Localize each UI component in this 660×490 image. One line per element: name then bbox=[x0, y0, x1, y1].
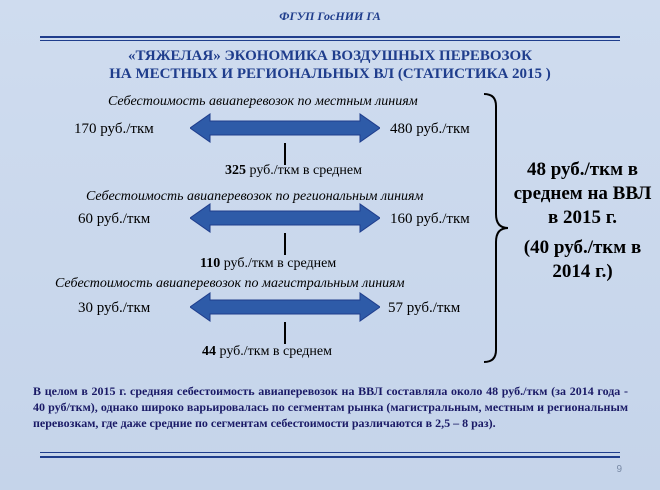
summary-paragraph: В целом в 2015 г. средняя себестоимость авиаперевозок на ВВЛ составляла около 48 руб./ткм (за 2014 года - 40 руб/ткм), однако широко варьировалась по сегментам рынка (магистральным, местным и региональным перевозкам, где даже средние по сегментам себестоимости различаются в 2,5 – 8 раз). bbox=[33, 384, 628, 430]
segment-local-average bbox=[225, 163, 362, 179]
header-divider bbox=[40, 36, 620, 38]
segment-regional-marker bbox=[284, 233, 286, 255]
segment-local-max: 480 руб./ткм bbox=[390, 121, 470, 137]
header-divider-thin bbox=[40, 40, 620, 41]
segment-trunk-average-value: 44 bbox=[202, 344, 216, 359]
segment-regional-average-text: руб./ткм в среднем bbox=[220, 256, 337, 271]
segment-trunk-average-text: руб./ткм в среднем bbox=[216, 344, 332, 359]
summary-2014: (40 руб./ткм в 2014 г.) bbox=[523, 237, 642, 282]
segment-regional-caption: Себестоимость авиаперевозок по региональным линиям bbox=[86, 189, 424, 204]
segment-regional-max: 160 руб./ткм bbox=[390, 211, 470, 227]
footer-divider bbox=[40, 456, 620, 458]
header-org: ФГУП ГосНИИ ГА bbox=[279, 9, 381, 23]
segment-local-marker bbox=[284, 143, 286, 165]
segment-local-arrow bbox=[190, 113, 380, 143]
segment-local-average-value: 325 bbox=[225, 163, 246, 178]
segment-regional-average-value: 110 bbox=[200, 256, 221, 271]
segment-regional-average bbox=[200, 256, 336, 272]
segment-regional-arrow bbox=[190, 203, 380, 233]
segment-trunk-caption: Себестоимость авиаперевозок по магистральным линиям bbox=[55, 276, 405, 291]
segment-local-average-text: руб./ткм в среднем bbox=[246, 163, 362, 178]
segment-local-min: 170 руб./ткм bbox=[74, 121, 154, 137]
segment-trunk-max: 57 руб./ткм bbox=[388, 300, 461, 316]
segment-local-caption: Себестоимость авиаперевозок по местным линиям bbox=[108, 94, 418, 109]
segment-trunk-arrow bbox=[190, 292, 380, 322]
segment-regional-min: 60 руб./ткм bbox=[78, 211, 151, 227]
page-title-line1: «ТЯЖЕЛАЯ» ЭКОНОМИКА ВОЗДУШНЫХ ПЕРЕВОЗОК bbox=[127, 48, 533, 64]
page-title-line2: НА МЕСТНЫХ И РЕГИОНАЛЬНЫХ ВЛ (СТАТИСТИКА 2015 ) bbox=[109, 66, 551, 82]
footer-divider-thin bbox=[40, 452, 620, 453]
page-number: 9 bbox=[616, 464, 622, 475]
summary-2015: 48 руб./ткм в среднем на ВВЛ в 2015 г. bbox=[513, 159, 652, 228]
right-brace bbox=[482, 92, 512, 364]
segment-trunk-marker bbox=[284, 322, 286, 344]
segment-trunk-average bbox=[202, 344, 332, 360]
segment-trunk-min: 30 руб./ткм bbox=[78, 300, 151, 316]
